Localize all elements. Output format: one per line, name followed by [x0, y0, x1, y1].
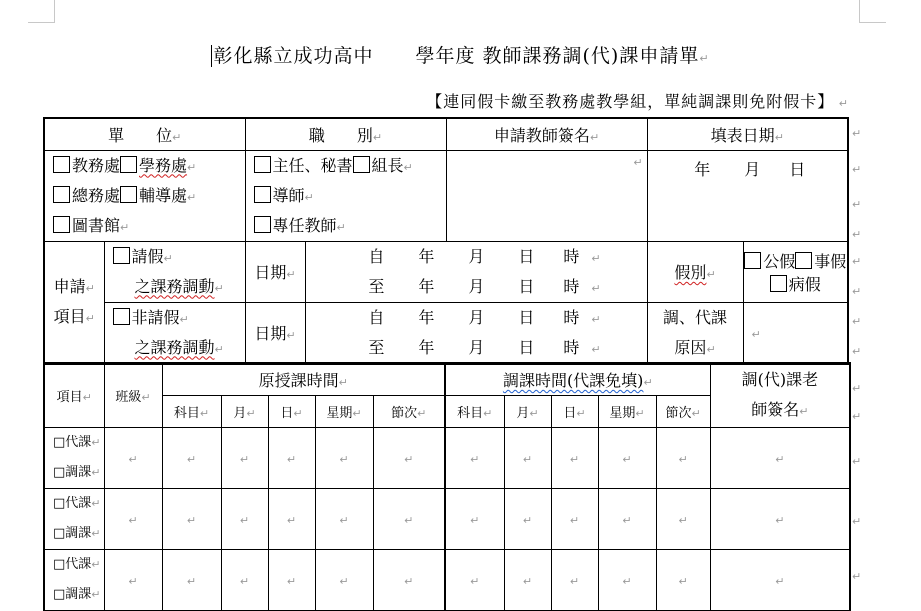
leave-option: 請假↵ 之課務調動↵ — [104, 241, 245, 302]
checkbox-library[interactable] — [53, 216, 70, 233]
unit-options: 教務處 學務處↵ 總務處 輔導處↵ 圖書館↵ — [44, 150, 245, 241]
page-corner-mark-right — [859, 0, 886, 23]
swap-col-0: 科目↵ — [445, 395, 504, 427]
original-col-3: 星期↵ — [315, 395, 373, 427]
leave-type-options: 公假 事假病假 — [743, 242, 847, 302]
schedule-cell[interactable]: ↵ — [221, 488, 268, 549]
schedule-cell[interactable]: ↵ — [221, 427, 268, 488]
title-form-name: 教師課務調(代)課申請單 — [482, 45, 700, 67]
checkbox-homeroom-teacher[interactable] — [254, 186, 271, 203]
header-fill-date: 填表日期↵ — [647, 118, 848, 150]
checkbox-director[interactable] — [254, 156, 271, 173]
row-type-options[interactable]: □代課↵ □調課↵ — [44, 427, 104, 488]
schedule-cell[interactable]: ↵ — [315, 427, 373, 488]
signature-field[interactable]: ↵ — [446, 150, 647, 241]
schedule-cell[interactable]: ↵ — [373, 427, 445, 488]
form-title: 彰化縣立成功高中 學年度 教師課務調(代)課申請單↵ — [213, 45, 710, 67]
position-options: 主任、秘書 組長↵ 導師↵ 專任教師↵ — [245, 150, 446, 241]
schedule-cell[interactable]: ↵ — [656, 549, 710, 610]
col-item: 項目↵ — [44, 363, 104, 427]
schedule-cell[interactable]: ↵ — [268, 549, 315, 610]
schedule-cell[interactable]: ↵ — [373, 488, 445, 549]
original-col-0: 科目↵ — [162, 395, 221, 427]
checkbox-leave[interactable] — [113, 247, 130, 264]
reason-cell — [647, 302, 848, 364]
reason-label: 調、代課 原因↵ — [648, 303, 744, 363]
checkbox-official-leave[interactable] — [744, 252, 761, 269]
schedule-cell[interactable]: ↵ — [104, 488, 162, 549]
checkbox-section-chief[interactable] — [353, 156, 370, 173]
title-year-label: 學年度 — [415, 45, 476, 67]
schedule-cell[interactable]: ↵ — [710, 488, 850, 549]
schedule-cell[interactable]: ↵ — [710, 427, 850, 488]
table-row — [44, 488, 850, 549]
checkbox-subject-teacher[interactable] — [254, 216, 271, 233]
col-original-time: 原授課時間↵ — [162, 363, 445, 395]
title-school: 彰化縣立成功高中 — [213, 45, 374, 67]
leave-date-range[interactable]: 自 年 月 日 時 ↵ 至 年 月 日 時 ↵ — [305, 241, 647, 302]
leave-type-label: 假別↵ — [648, 242, 744, 302]
table-row — [44, 427, 850, 488]
checkbox-non-leave[interactable] — [113, 308, 130, 325]
checkbox-personal-leave[interactable] — [795, 252, 812, 269]
schedule-cell[interactable]: ↵ — [598, 488, 656, 549]
schedule-cell[interactable]: ↵ — [373, 549, 445, 610]
header-unit: 單 位↵ — [44, 118, 245, 150]
schedule-cell[interactable]: ↵ — [598, 427, 656, 488]
schedule-cell[interactable]: ↵ — [710, 549, 850, 610]
header-position: 職 別↵ — [245, 118, 446, 150]
checkbox-general-affairs[interactable] — [53, 186, 70, 203]
col-class: 班級↵ — [104, 363, 162, 427]
submission-note: 【連同假卡繳至教務處教學組，單純調課則免附假卡】 ↵ — [426, 92, 849, 111]
swap-col-1: 月↵ — [504, 395, 551, 427]
original-col-1: 月↵ — [221, 395, 268, 427]
schedule-cell[interactable]: ↵ — [221, 549, 268, 610]
schedule-cell[interactable]: ↵ — [268, 488, 315, 549]
schedule-cell[interactable]: ↵ — [656, 488, 710, 549]
application-item-label: 申請↵ 項目↵ — [44, 241, 104, 364]
application-table — [43, 117, 849, 365]
reason-field[interactable]: ↵ — [751, 328, 761, 341]
schedule-cell[interactable]: ↵ — [445, 427, 504, 488]
header-signature: 申請教師簽名↵ — [446, 118, 647, 150]
schedule-cell[interactable]: ↵ — [445, 549, 504, 610]
row-type-options[interactable]: □代課↵ □調課↵ — [44, 488, 104, 549]
schedule-cell[interactable]: ↵ — [104, 549, 162, 610]
original-col-4: 節次↵ — [373, 395, 445, 427]
schedule-cell[interactable]: ↵ — [504, 427, 551, 488]
schedule-cell[interactable]: ↵ — [504, 549, 551, 610]
schedule-table — [43, 362, 851, 611]
non-leave-date-range[interactable]: 自 年 月 日 時 ↵ 至 年 月 日 時 ↵ — [305, 302, 647, 364]
checkbox-sick-leave[interactable] — [770, 275, 787, 292]
schedule-cell[interactable]: ↵ — [104, 427, 162, 488]
col-teacher-signature: 調(代)課老 師簽名↵ — [710, 363, 850, 427]
schedule-cell[interactable]: ↵ — [162, 427, 221, 488]
schedule-cell[interactable]: ↵ — [551, 488, 598, 549]
checkbox-student-affairs[interactable] — [120, 156, 137, 173]
schedule-cell[interactable]: ↵ — [162, 549, 221, 610]
checkbox-counseling[interactable] — [120, 186, 137, 203]
fill-date-field[interactable]: 年 月 日 — [647, 150, 848, 241]
schedule-cell[interactable]: ↵ — [315, 488, 373, 549]
schedule-cell[interactable]: ↵ — [315, 549, 373, 610]
page-corner-mark-left — [28, 0, 55, 23]
checkbox-academic-affairs[interactable] — [53, 156, 70, 173]
row-type-options[interactable]: □代課↵ □調課↵ — [44, 549, 104, 610]
table-row — [44, 549, 850, 610]
schedule-cell[interactable]: ↵ — [598, 549, 656, 610]
schedule-cell[interactable]: ↵ — [445, 488, 504, 549]
col-swap-time: 調課時間(代課免填)↵ — [445, 363, 710, 395]
leave-type-cell — [647, 241, 848, 302]
schedule-cell[interactable]: ↵ — [504, 488, 551, 549]
non-leave-option: 非請假↵ 之課務調動↵ — [104, 302, 245, 364]
schedule-cell[interactable]: ↵ — [268, 427, 315, 488]
swap-col-4: 節次↵ — [656, 395, 710, 427]
original-col-2: 日↵ — [268, 395, 315, 427]
non-leave-date-label: 日期↵ — [245, 302, 305, 364]
schedule-cell[interactable]: ↵ — [551, 427, 598, 488]
schedule-cell[interactable]: ↵ — [551, 549, 598, 610]
schedule-cell[interactable]: ↵ — [162, 488, 221, 549]
swap-col-2: 日↵ — [551, 395, 598, 427]
schedule-cell[interactable]: ↵ — [656, 427, 710, 488]
swap-col-3: 星期↵ — [598, 395, 656, 427]
leave-date-label: 日期↵ — [245, 241, 305, 302]
